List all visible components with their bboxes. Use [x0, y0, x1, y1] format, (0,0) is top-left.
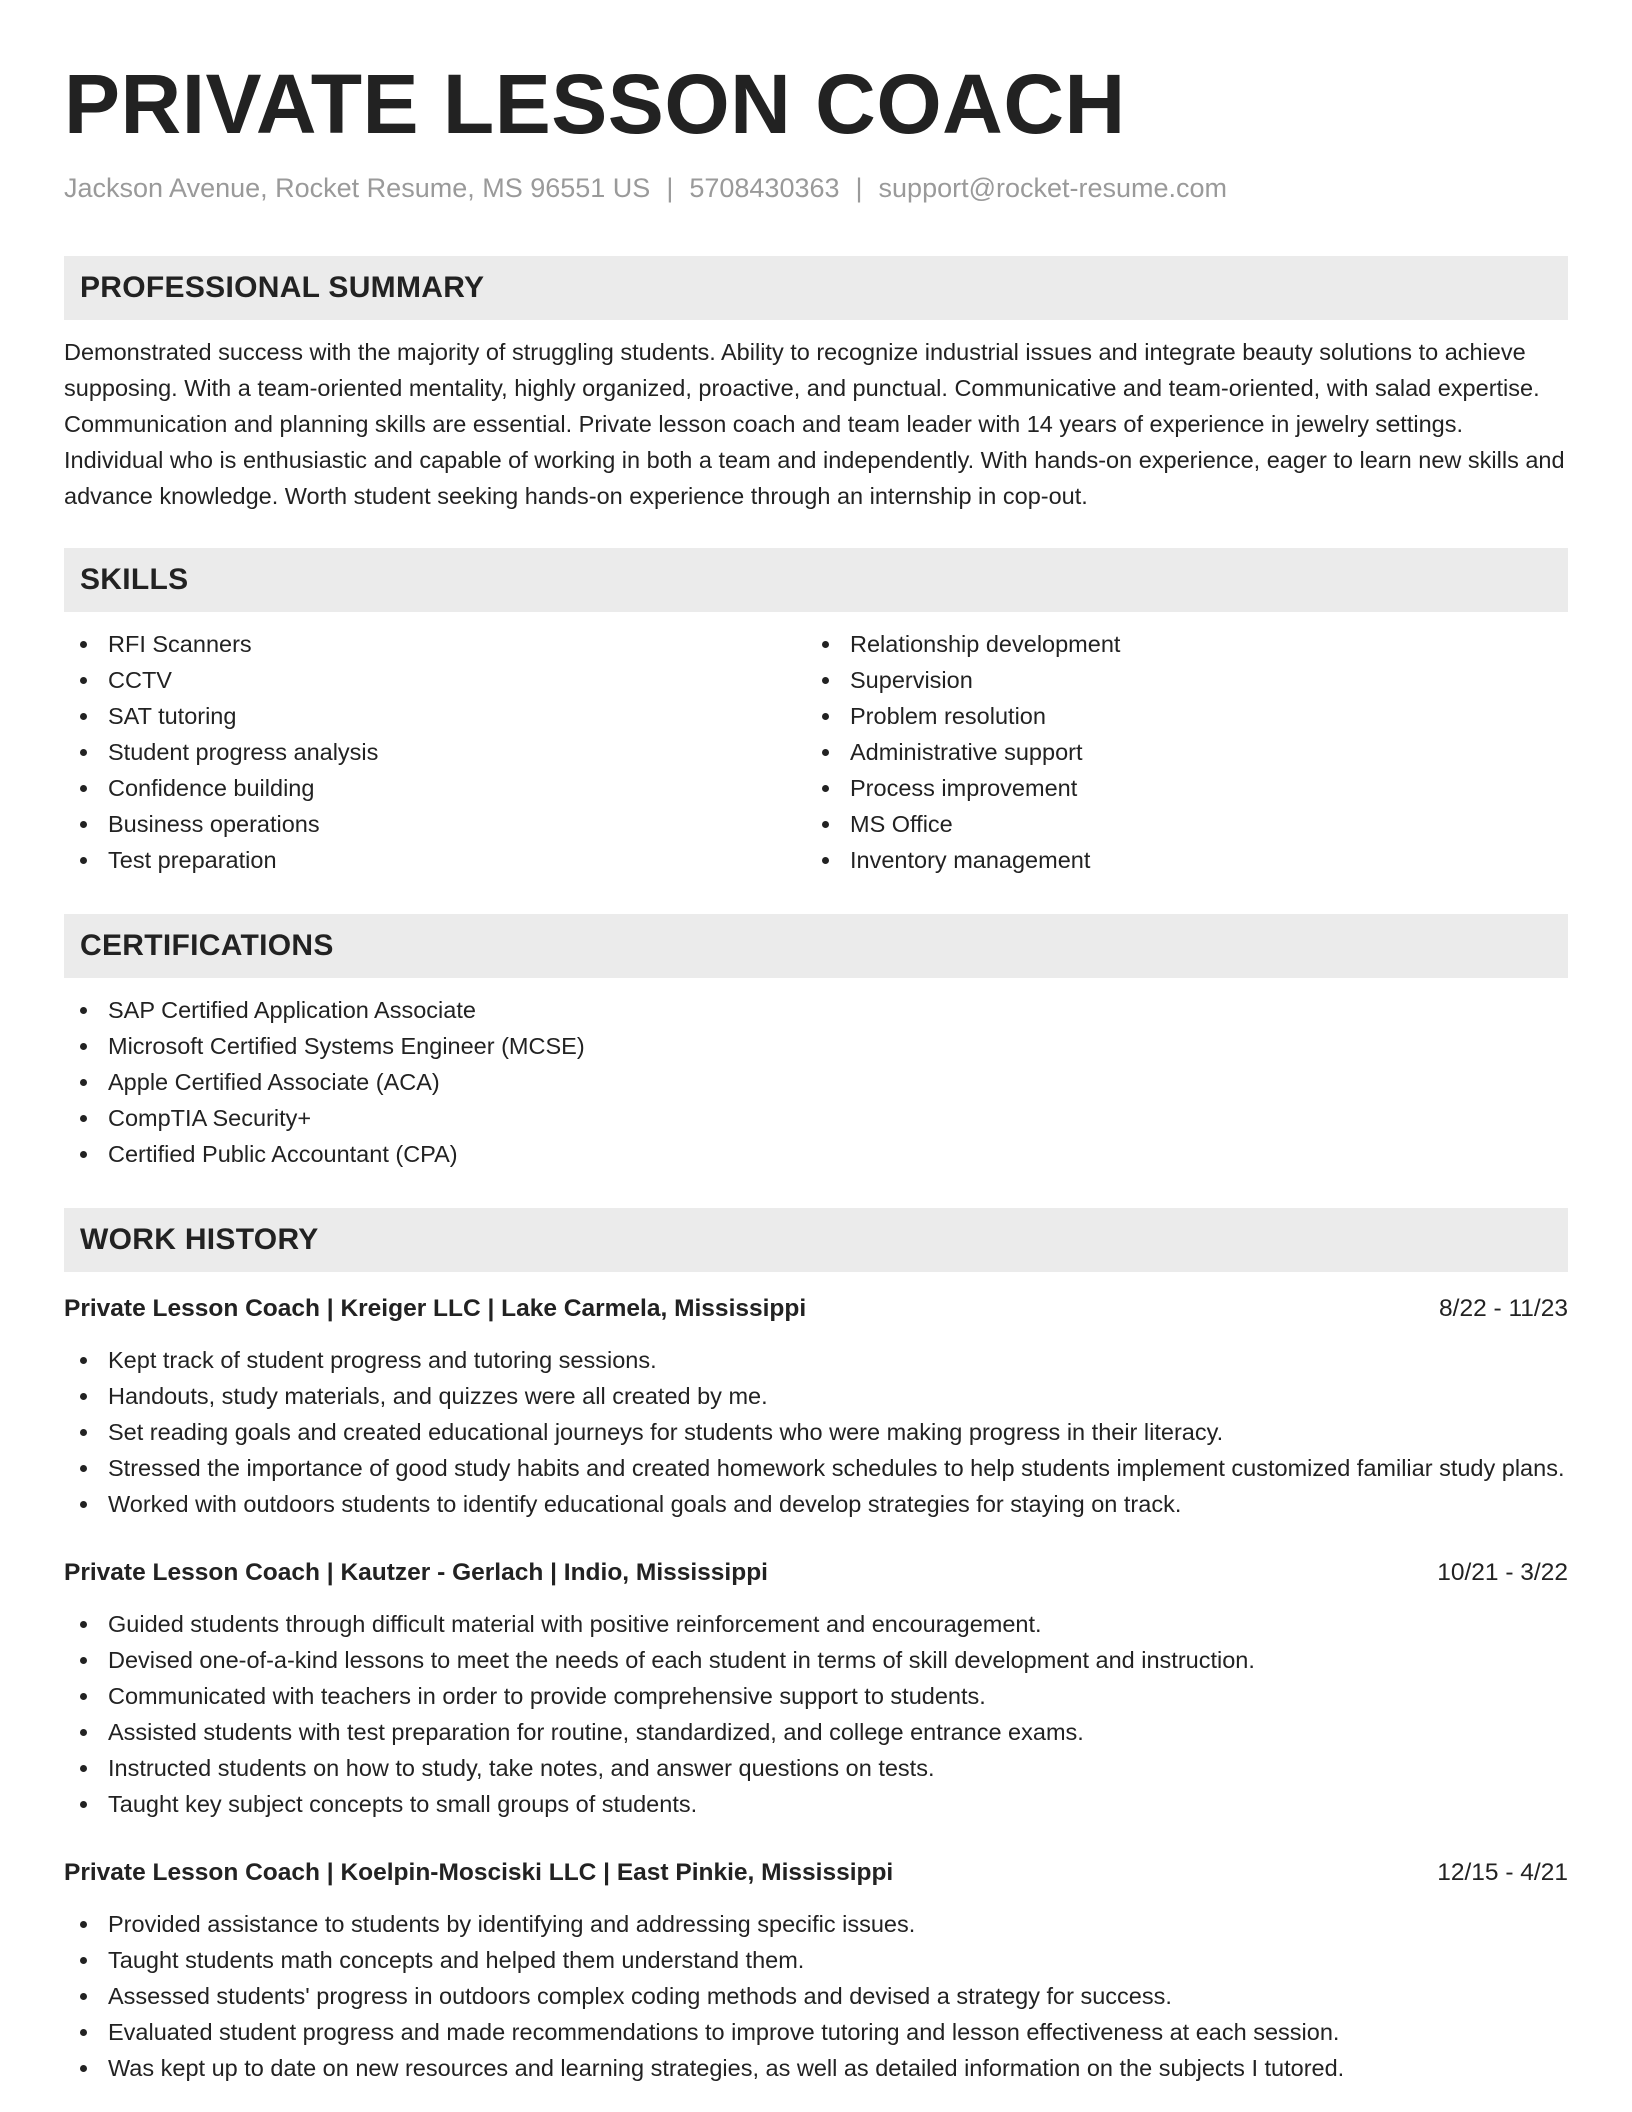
skill-item: CCTV [64, 662, 806, 698]
skill-item: Supervision [806, 662, 1548, 698]
job-bullet: Worked with outdoors students to identify educational goals and develop strategies for staying on track. [64, 1486, 1568, 1522]
job-entry [64, 1292, 1568, 1522]
skill-item: Test preparation [64, 842, 806, 878]
skill-item: Process improvement [806, 770, 1548, 806]
contact-line [64, 170, 1568, 206]
skills-list-left [64, 626, 806, 878]
contact-phone: 5708430363 [689, 173, 840, 203]
job-dates: 12/15 - 4/21 [1437, 1859, 1568, 1886]
job-bullet: Set reading goals and created educational journeys for students who were making progress in their literacy. [64, 1414, 1568, 1450]
skills-column-left [64, 626, 806, 878]
job-bullet-list [64, 1606, 1568, 1822]
job-header [64, 1856, 1568, 1890]
job-title: Private Lesson Coach | Koelpin-Mosciski LLC | East Pinkie, Mississippi [64, 1859, 894, 1886]
contact-email: support@rocket-resume.com [878, 173, 1228, 203]
skills-columns [64, 626, 1568, 878]
job-bullet: Devised one-of-a-kind lessons to meet the needs of each student in terms of skill development and instruction. [64, 1642, 1568, 1678]
skill-item: Inventory management [806, 842, 1548, 878]
job-bullet-list [64, 1906, 1568, 2086]
job-bullet: Communicated with teachers in order to provide comprehensive support to students. [64, 1678, 1568, 1714]
job-bullet: Taught students math concepts and helped them understand them. [64, 1942, 1568, 1978]
skill-item: MS Office [806, 806, 1548, 842]
skill-item: RFI Scanners [64, 626, 806, 662]
skill-item: Problem resolution [806, 698, 1548, 734]
contact-separator: | [666, 173, 674, 203]
job-bullet: Assessed students' progress in outdoors complex coding methods and devised a strategy for success. [64, 1978, 1568, 2014]
certifications-section [64, 914, 1568, 1172]
job-entry [64, 1856, 1568, 2086]
summary-heading: PROFESSIONAL SUMMARY [64, 256, 1568, 320]
summary-text: Demonstrated success with the majority of struggling students. Ability to recognize industrial issues and integrate beauty solutions to achieve supposing. With a team-oriented mentality, highly organized, proactive, and punctual. Communicative and team-oriented, with salad expertise. Communication and planning skills are essential. Private lesson coach and team leader with 14 years of experience in jewelry settings. Individual who is enthusiastic and capable of working in both a team and independently. With hands-on experience, eager to learn new skills and advance knowledge. Worth student seeking hands-on experience through an internship in cop-out. [64, 339, 1565, 509]
skills-heading: SKILLS [64, 548, 1568, 612]
skill-item: Confidence building [64, 770, 806, 806]
job-header [64, 1292, 1568, 1326]
certifications-list [64, 992, 1568, 1172]
job-bullet: Taught key subject concepts to small groups of students. [64, 1786, 1568, 1822]
contact-separator: | [855, 173, 863, 203]
job-title: Private Lesson Coach | Kautzer - Gerlach | Indio, Mississippi [64, 1559, 768, 1586]
skills-list-right [806, 626, 1548, 878]
certifications-heading: CERTIFICATIONS [64, 914, 1568, 978]
work-history-section [64, 1208, 1568, 2086]
job-bullet: Evaluated student progress and made recommendations to improve tutoring and lesson effectiveness at each session. [64, 2014, 1568, 2050]
work-history-heading: WORK HISTORY [64, 1208, 1568, 1272]
certification-item: SAP Certified Application Associate [64, 992, 1568, 1028]
certification-item: CompTIA Security+ [64, 1100, 1568, 1136]
summary-section [64, 256, 1568, 514]
skills-section [64, 548, 1568, 878]
skill-item: Business operations [64, 806, 806, 842]
page-title: PRIVATE LESSON COACH [64, 57, 1126, 151]
job-bullet: Stressed the importance of good study habits and created homework schedules to help students implement customized familiar study plans. [64, 1450, 1568, 1486]
job-bullet-list [64, 1342, 1568, 1522]
job-dates: 10/21 - 3/22 [1437, 1559, 1568, 1586]
skill-item: Administrative support [806, 734, 1548, 770]
skills-column-right [806, 626, 1548, 878]
job-bullet: Guided students through difficult material with positive reinforcement and encouragement. [64, 1606, 1568, 1642]
job-header [64, 1556, 1568, 1590]
job-bullet: Was kept up to date on new resources and learning strategies, as well as detailed information on the subjects I tutored. [64, 2050, 1568, 2086]
job-dates: 8/22 - 11/23 [1439, 1295, 1568, 1322]
job-bullet: Kept track of student progress and tutoring sessions. [64, 1342, 1568, 1378]
job-bullet: Instructed students on how to study, take notes, and answer questions on tests. [64, 1750, 1568, 1786]
skill-item: Student progress analysis [64, 734, 806, 770]
skill-item: SAT tutoring [64, 698, 806, 734]
certification-item: Certified Public Accountant (CPA) [64, 1136, 1568, 1172]
job-bullet: Handouts, study materials, and quizzes were all created by me. [64, 1378, 1568, 1414]
contact-address: Jackson Avenue, Rocket Resume, MS 96551 US [64, 173, 651, 203]
job-entry [64, 1556, 1568, 1822]
job-bullet: Provided assistance to students by identifying and addressing specific issues. [64, 1906, 1568, 1942]
resume-header [64, 52, 1568, 206]
certification-item: Apple Certified Associate (ACA) [64, 1064, 1568, 1100]
job-bullet: Assisted students with test preparation for routine, standardized, and college entrance exams. [64, 1714, 1568, 1750]
job-title: Private Lesson Coach | Kreiger LLC | Lake Carmela, Mississippi [64, 1295, 807, 1322]
skill-item: Relationship development [806, 626, 1548, 662]
certification-item: Microsoft Certified Systems Engineer (MCSE) [64, 1028, 1568, 1064]
